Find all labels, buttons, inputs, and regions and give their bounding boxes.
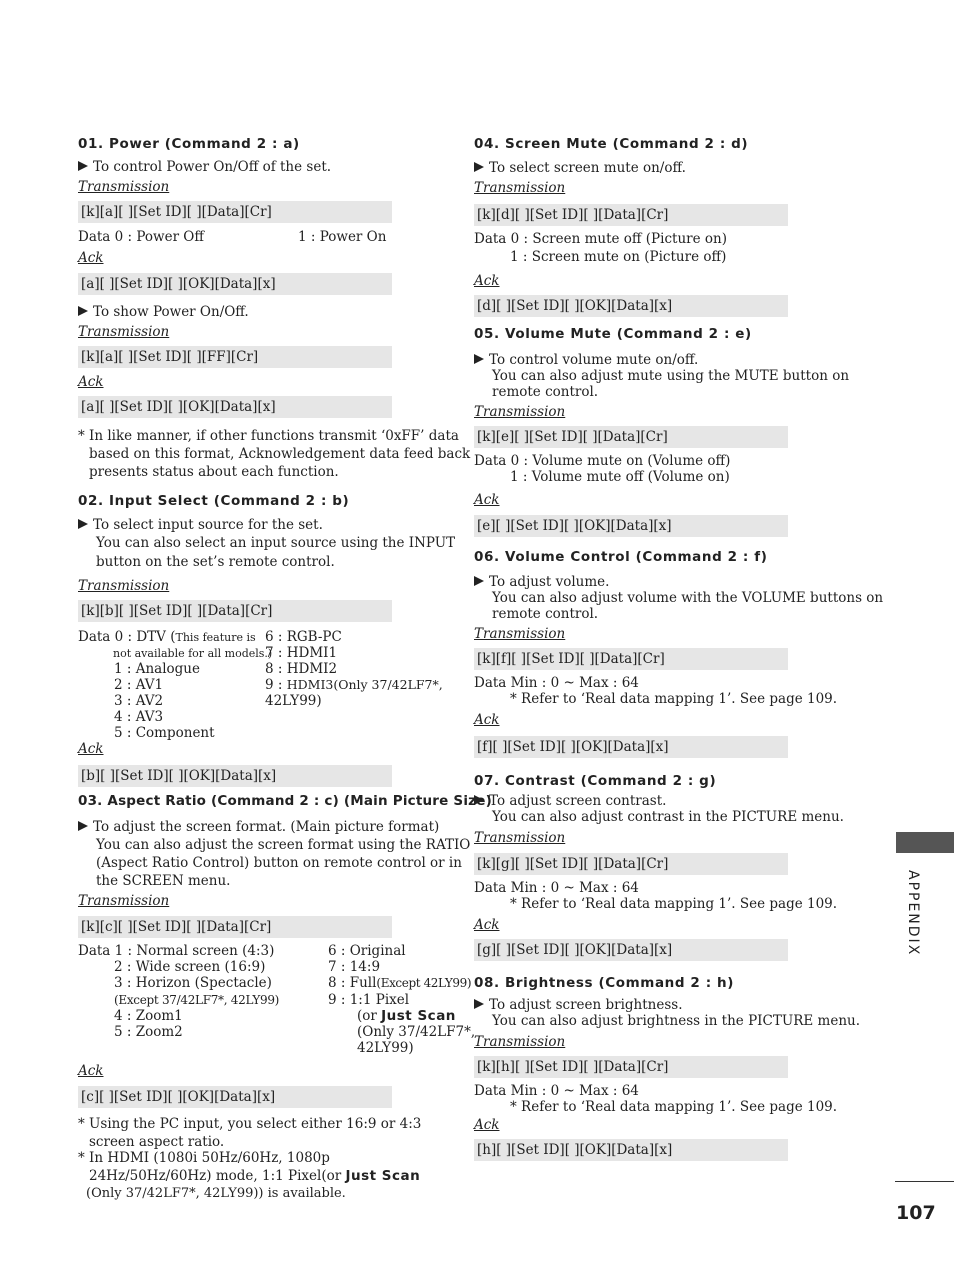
section-heading-contrast: 07. Contrast (Command 2 : g) — [474, 773, 717, 789]
data-note: (Except 37/42LF7*, 42LY99) — [114, 993, 280, 1007]
note-line: * Using the PC input, you select either 16:9 or 4:3 — [78, 1116, 422, 1132]
data-value: 7 : HDMI1 — [265, 645, 338, 661]
desc-line: remote control. — [492, 384, 599, 400]
bullet-arrow-icon — [78, 519, 88, 529]
ack-code-box: [g][ ][Set ID][ ][OK][Data][x] — [474, 939, 788, 961]
data-value: 42LY99) — [357, 1040, 414, 1056]
data-value: 6 : RGB-PC — [265, 629, 342, 645]
appendix-tab-marker — [896, 832, 954, 853]
bullet-arrow-icon — [78, 306, 88, 316]
brightness-description — [474, 997, 683, 1013]
data-value: Data 1 : Normal screen (4:3) — [78, 943, 275, 959]
desc-line: remote control. — [492, 606, 599, 622]
section-heading-volume-mute: 05. Volume Mute (Command 2 : e) — [474, 326, 752, 342]
input-desc-text: To select input source for the set. — [93, 517, 323, 533]
data-value: 6 : Original — [328, 943, 406, 959]
power-description — [78, 159, 331, 175]
desc-line: You can also select an input source using the INPUT — [96, 535, 456, 551]
data-value: Data 0 : Volume mute on (Volume off) — [474, 453, 731, 469]
desc-line: button on the set’s remote control. — [96, 554, 335, 570]
aspect-desc-text: To adjust the screen format. (Main picture format) — [93, 819, 440, 835]
ack-label: Ack — [78, 250, 104, 266]
data-value: 4 : Zoom1 — [114, 1008, 183, 1024]
section-heading-aspect-ratio: 03. Aspect Ratio (Command 2 : c) (Main Picture Size) — [78, 793, 492, 809]
data-value: 1 : Screen mute on (Picture off) — [510, 249, 727, 265]
data-value: 1 : Analogue — [114, 661, 200, 677]
just-scan: Just Scan — [381, 1008, 456, 1024]
power-description-2 — [78, 304, 249, 320]
desc-line: You can also adjust brightness in the PICTURE menu. — [492, 1013, 860, 1029]
data-value — [265, 677, 443, 693]
ack-code-box: [a][ ][Set ID][ ][OK][Data][x] — [78, 396, 392, 418]
data-value: Data Min : 0 ~ Max : 64 — [474, 880, 639, 896]
just-scan: Just Scan — [345, 1168, 421, 1184]
data-value: 7 : 14:9 — [328, 959, 381, 975]
bullet-arrow-icon — [474, 576, 484, 586]
data-value: Data 0 : Screen mute off (Picture on) — [474, 231, 727, 247]
data-dtv-note: This feature is — [175, 631, 256, 644]
ack-code-box: [e][ ][Set ID][ ][OK][Data][x] — [474, 515, 788, 537]
data-value: 42LY99) — [265, 693, 322, 709]
data-full-note: (Except 42LY99) — [376, 976, 472, 990]
data-value — [328, 975, 471, 991]
data-value: 5 : Zoom2 — [114, 1024, 183, 1040]
transmission-label: Transmission — [474, 830, 566, 846]
data-value: Data Min : 0 ~ Max : 64 — [474, 675, 639, 691]
ack-label: Ack — [474, 273, 500, 289]
data-value: Data 0 : Power Off — [78, 229, 204, 245]
ack-label: Ack — [474, 712, 500, 728]
note-text: 24Hz/50Hz/60Hz) mode, 1:1 Pixel(or — [89, 1168, 346, 1184]
data-dtv: Data 0 : DTV ( — [78, 629, 176, 645]
transmission-code-box: [k][e][ ][Set ID][ ][Data][Cr] — [474, 426, 788, 448]
data-value: 1 : Power On — [298, 229, 387, 245]
desc-line: You can also adjust volume with the VOLUME buttons on — [492, 590, 884, 606]
transmission-label: Transmission — [78, 893, 170, 909]
data-dtv-note: not available for all models.) — [113, 647, 273, 660]
desc-line: (Aspect Ratio Control) button on remote control or in — [96, 855, 462, 871]
transmission-label: Transmission — [474, 180, 566, 196]
desc-line: You can also adjust the screen format using the RATIO — [96, 837, 471, 853]
transmission-code-box: [k][g][ ][Set ID][ ][Data][Cr] — [474, 853, 788, 875]
screen-mute-desc-text: To select screen mute on/off. — [489, 160, 686, 176]
data-full: 8 : Full — [328, 975, 377, 991]
section-heading-volume-control: 06. Volume Control (Command 2 : f) — [474, 549, 768, 565]
transmission-label: Transmission — [78, 179, 170, 195]
note-line: * In HDMI (1080i 50Hz/60Hz, 1080p — [78, 1150, 330, 1166]
data-value: 5 : Component — [114, 725, 215, 741]
transmission-code-box: [k][d][ ][Set ID][ ][Data][Cr] — [474, 204, 788, 226]
data-note: * Refer to ‘Real data mapping 1’. See page 109. — [510, 896, 838, 912]
transmission-code-box: [k][b][ ][Set ID][ ][Data][Cr] — [78, 600, 392, 622]
data-value: 3 : Horizon (Spectacle) — [114, 975, 272, 991]
ack-label: Ack — [474, 492, 500, 508]
contrast-desc-text: To adjust screen contrast. — [489, 793, 667, 809]
note-line: * In like manner, if other functions transmit ‘0xFF’ data — [78, 428, 459, 444]
ack-label: Ack — [78, 374, 104, 390]
desc-line: You can also adjust contrast in the PICTURE menu. — [492, 809, 844, 825]
desc-line: the SCREEN menu. — [96, 873, 231, 889]
data-value: 8 : HDMI2 — [265, 661, 338, 677]
bullet-arrow-icon — [474, 999, 484, 1009]
transmission-label: Transmission — [474, 1034, 566, 1050]
transmission-label: Transmission — [474, 404, 566, 420]
data-value: (Only 37/42LF7*, — [357, 1024, 476, 1040]
data-or: (or — [357, 1008, 382, 1024]
ack-code-box: [f][ ][Set ID][ ][OK][Data][x] — [474, 736, 788, 758]
screen-mute-description — [474, 160, 686, 176]
ack-label: Ack — [474, 917, 500, 933]
data-hdmi3: HDMI3(Only 37/42LF7*, — [286, 677, 443, 692]
data-value: 2 : AV1 — [114, 677, 164, 693]
ack-code-box: [a][ ][Set ID][ ][OK][Data][x] — [78, 273, 392, 295]
page-number: 107 — [896, 1202, 936, 1224]
data-note: * Refer to ‘Real data mapping 1’. See page 109. — [510, 691, 838, 707]
data-value — [78, 629, 256, 646]
note-line: (Only 37/42LF7*, 42LY99)) is available. — [86, 1186, 346, 1201]
bullet-arrow-icon — [78, 161, 88, 171]
note-line: screen aspect ratio. — [89, 1134, 225, 1150]
ack-label: Ack — [78, 1063, 104, 1079]
transmission-code-box: [k][h][ ][Set ID][ ][Data][Cr] — [474, 1056, 788, 1078]
transmission-code-box: [k][a][ ][Set ID][ ][Data][Cr] — [78, 201, 392, 223]
note-line — [89, 1168, 420, 1184]
volume-mute-desc-text: To control volume mute on/off. — [489, 352, 699, 368]
power-desc-text: To control Power On/Off of the set. — [93, 159, 332, 175]
data-value — [357, 1008, 456, 1024]
transmission-code-box: [k][f][ ][Set ID][ ][Data][Cr] — [474, 648, 788, 670]
transmission-label: Transmission — [78, 578, 170, 594]
ack-label: Ack — [474, 1117, 500, 1133]
section-heading-input-select: 02. Input Select (Command 2 : b) — [78, 493, 350, 509]
page-number-divider — [895, 1181, 954, 1182]
ack-code-box: [d][ ][Set ID][ ][OK][Data][x] — [474, 295, 788, 317]
input-description — [78, 517, 323, 533]
data-value: 4 : AV3 — [114, 709, 164, 725]
desc-line: You can also adjust mute using the MUTE button on — [492, 368, 850, 384]
section-heading-power: 01. Power (Command 2 : a) — [78, 136, 300, 152]
bullet-arrow-icon — [474, 354, 484, 364]
data-hdmi3-num: 9 : — [265, 677, 287, 693]
section-heading-brightness: 08. Brightness (Command 2 : h) — [474, 975, 734, 991]
appendix-side-label: APPENDIX — [905, 870, 921, 957]
data-value: 1 : Volume mute off (Volume on) — [510, 469, 730, 485]
volume-control-description — [474, 574, 609, 590]
volume-control-desc-text: To adjust volume. — [489, 574, 610, 590]
transmission-code-box: [k][c][ ][Set ID][ ][Data][Cr] — [78, 916, 392, 938]
transmission-code-box: [k][a][ ][Set ID][ ][FF][Cr] — [78, 346, 392, 368]
transmission-label: Transmission — [78, 324, 170, 340]
contrast-description — [474, 793, 666, 809]
power-desc2-text: To show Power On/Off. — [93, 304, 249, 320]
bullet-arrow-icon — [78, 821, 88, 831]
data-value: 2 : Wide screen (16:9) — [114, 959, 266, 975]
ack-code-box: [b][ ][Set ID][ ][OK][Data][x] — [78, 765, 392, 787]
data-note: * Refer to ‘Real data mapping 1’. See page 109. — [510, 1099, 838, 1115]
note-line: based on this format, Acknowledgement data feed back — [89, 446, 471, 462]
bullet-arrow-icon — [474, 162, 484, 172]
ack-label: Ack — [78, 741, 104, 757]
data-value: 9 : 1:1 Pixel — [328, 992, 410, 1008]
brightness-desc-text: To adjust screen brightness. — [489, 997, 683, 1013]
bullet-arrow-icon — [474, 795, 484, 805]
section-heading-screen-mute: 04. Screen Mute (Command 2 : d) — [474, 136, 749, 152]
aspect-description — [78, 819, 439, 835]
data-value: Data Min : 0 ~ Max : 64 — [474, 1083, 639, 1099]
note-line: presents status about each function. — [89, 464, 339, 480]
volume-mute-description — [474, 352, 698, 368]
ack-code-box: [h][ ][Set ID][ ][OK][Data][x] — [474, 1139, 788, 1161]
data-value: 3 : AV2 — [114, 693, 164, 709]
ack-code-box: [c][ ][Set ID][ ][OK][Data][x] — [78, 1086, 392, 1108]
transmission-label: Transmission — [474, 626, 566, 642]
